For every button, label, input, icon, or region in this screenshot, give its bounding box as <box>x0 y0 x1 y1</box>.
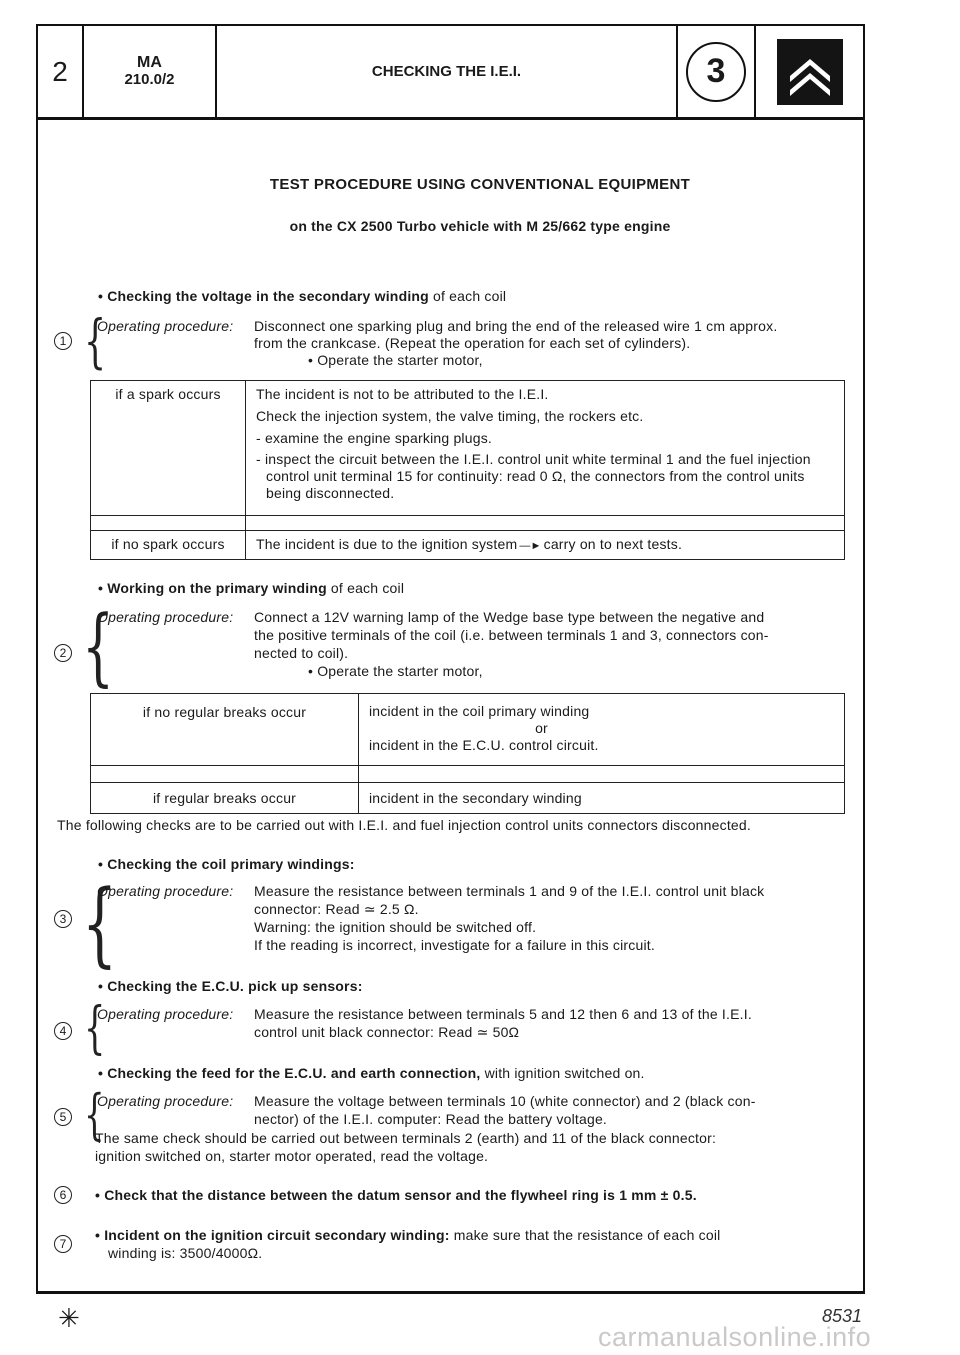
sec5-op-line2: nector) of the I.E.I. computer: Read the battery voltage. <box>254 1111 608 1127</box>
sec1-row2-text-b: carry on to next tests. <box>543 536 683 552</box>
sec3-op-line3: Warning: the ignition should be switched off. <box>254 919 537 935</box>
sec2-table <box>90 693 845 814</box>
document-subtitle: on the CX 2500 Turbo vehicle with M 25/662 type engine <box>289 218 671 234</box>
sec2-row1-line2: or <box>535 720 548 736</box>
table-gap <box>91 766 845 783</box>
sec2-brace: { <box>82 597 115 695</box>
sec2-heading <box>98 580 404 597</box>
star-icon: ✳ <box>58 1303 80 1333</box>
sec7-heading-rest: make sure that the resistance of each coil <box>449 1227 721 1243</box>
sec6-number: 6 <box>54 1186 72 1204</box>
sec5-op-label: Operating procedure: <box>97 1093 234 1109</box>
reference-code <box>84 26 217 117</box>
sec1-brace: { <box>84 307 107 375</box>
sec1-heading-bold: • Checking the voltage in the secondary winding <box>98 288 429 304</box>
sec4-op-label: Operating procedure: <box>97 1006 234 1022</box>
sec2-op-line4: • Operate the starter motor, <box>308 663 483 679</box>
table-row <box>91 381 845 516</box>
sec4-number: 4 <box>54 1022 72 1040</box>
sec3-heading: • Checking the coil primary windings: <box>98 856 355 872</box>
sec5-number: 5 <box>54 1108 72 1126</box>
sec1-row1-line: - inspect the circuit between the I.E.I. control unit white terminal 1 and the fuel injection control unit terminal 15 for continuity: read 0 Ω, the connectors from the control units being disconnected. <box>256 451 811 501</box>
sec7-line1 <box>95 1227 721 1244</box>
sec4-heading: • Checking the E.C.U. pick up sensors: <box>98 978 363 994</box>
sec5-brace: { <box>84 1083 105 1146</box>
sec1-row1-line: - examine the engine sparking plugs. <box>256 430 493 446</box>
sec1-op-line1: Disconnect one sparking plug and bring the end of the released wire 1 cm approx. <box>254 318 778 334</box>
sec5-op-line1: Measure the voltage between terminals 10 (white connector) and 2 (black con- <box>254 1093 756 1109</box>
sec1-row1-line: Check the injection system, the valve timing, the rockers etc. <box>256 408 644 424</box>
reference-line-2: 210.0/2 <box>124 71 175 89</box>
sec2-op-line2: the positive terminals of the coil (i.e. between terminals 1 and 3, connectors con- <box>254 627 769 643</box>
sec3-op-line2: connector: Read ≃ 2.5 Ω. <box>254 901 419 917</box>
document-title: TEST PROCEDURE USING CONVENTIONAL EQUIPMENT <box>269 176 691 193</box>
sec5-heading-rest: with ignition switched on. <box>480 1065 645 1081</box>
table-row <box>91 531 845 560</box>
watermark: carmanualsonline.info <box>598 1322 872 1352</box>
sec1-op-line2: from the crankcase. (Repeat the operation for each set of cylinders). <box>254 335 691 351</box>
sec5-extra-line1: The same check should be carried out between terminals 2 (earth) and 11 of the black connector: <box>95 1130 717 1146</box>
sec4-brace: { <box>84 996 106 1061</box>
reference-line-1: MA <box>137 54 162 72</box>
sec2-row1-line1: incident in the coil primary winding <box>369 703 590 719</box>
sec1-op-line3: • Operate the starter motor, <box>308 352 483 368</box>
arrow-right-icon: —► <box>519 540 542 552</box>
sec1-row1-content <box>246 381 845 516</box>
sec1-row2-content <box>246 531 845 560</box>
sec1-row2-label: if no spark occurs <box>91 531 246 560</box>
sec6-text: • Check that the distance between the datum sensor and the flywheel ring is 1 mm ± 0.5. <box>95 1187 697 1203</box>
page-number: 2 <box>38 26 84 117</box>
sec2-row2-content: incident in the secondary winding <box>359 783 845 814</box>
sec3-brace: { <box>82 870 118 977</box>
sec1-number: 1 <box>54 332 72 350</box>
section-number: 3 <box>686 42 746 102</box>
table-row <box>91 694 845 766</box>
table-row <box>91 783 845 814</box>
citroen-logo-icon <box>777 39 843 105</box>
sec5-extra-line2: ignition switched on, starter motor operated, read the voltage. <box>95 1148 489 1164</box>
section-number-cell <box>678 26 756 117</box>
sec1-row1-label: if a spark occurs <box>91 381 246 516</box>
sec2-row1-line3: incident in the E.C.U. control circuit. <box>369 737 599 753</box>
sec7-number: 7 <box>54 1235 72 1253</box>
sec5-heading <box>98 1065 645 1082</box>
sec3-op-line1: Measure the resistance between terminals 1 and 9 of the I.E.I. control unit black <box>254 883 765 899</box>
sec2-op-line3: nected to coil). <box>254 645 349 661</box>
sec3-number: 3 <box>54 910 72 928</box>
sec2-op-line1: Connect a 12V warning lamp of the Wedge base type between the negative and <box>254 609 765 625</box>
sec2-op-label: Operating procedure: <box>97 609 234 625</box>
sec3-op-line4: If the reading is incorrect, investigate for a failure in this circuit. <box>254 937 655 953</box>
sec2-heading-rest: of each coil <box>326 580 405 596</box>
sec1-heading <box>98 288 506 305</box>
sec7-line2: winding is: 3500/4000Ω. <box>108 1245 263 1261</box>
sec1-table <box>90 380 845 560</box>
sec2-number: 2 <box>54 644 72 662</box>
sec1-row2-text-a: The incident is due to the ignition system <box>256 536 518 552</box>
logo-cell <box>756 26 863 117</box>
sec1-row1-line: The incident is not to be attributed to the I.E.I. <box>256 386 549 402</box>
header-title: CHECKING THE I.E.I. <box>217 26 678 117</box>
sec2-heading-bold: • Working on the primary winding <box>98 580 327 596</box>
sec1-heading-rest: of each coil <box>428 288 507 304</box>
table-gap <box>91 516 845 531</box>
sec2-row1-label: if no regular breaks occur <box>91 694 359 766</box>
sec2-row1-content <box>359 694 845 766</box>
header-row <box>38 26 863 120</box>
sec3-op-label: Operating procedure: <box>97 883 234 899</box>
sec1-op-label: Operating procedure: <box>97 318 234 334</box>
sec4-op-line1: Measure the resistance between terminals 5 and 12 then 6 and 13 of the I.E.I. <box>254 1006 752 1022</box>
page-code: 8531 <box>822 1306 863 1326</box>
sec2-row2-label: if regular breaks occur <box>91 783 359 814</box>
sec4-op-line2: control unit black connector: Read ≃ 50Ω <box>254 1024 520 1040</box>
sec5-heading-bold: • Checking the feed for the E.C.U. and earth connection, <box>98 1065 481 1081</box>
sec7-heading-bold: • Incident on the ignition circuit secondary winding: <box>95 1227 450 1243</box>
note-text: The following checks are to be carried out with I.E.I. and fuel injection control units connectors disconnected. <box>57 817 751 833</box>
